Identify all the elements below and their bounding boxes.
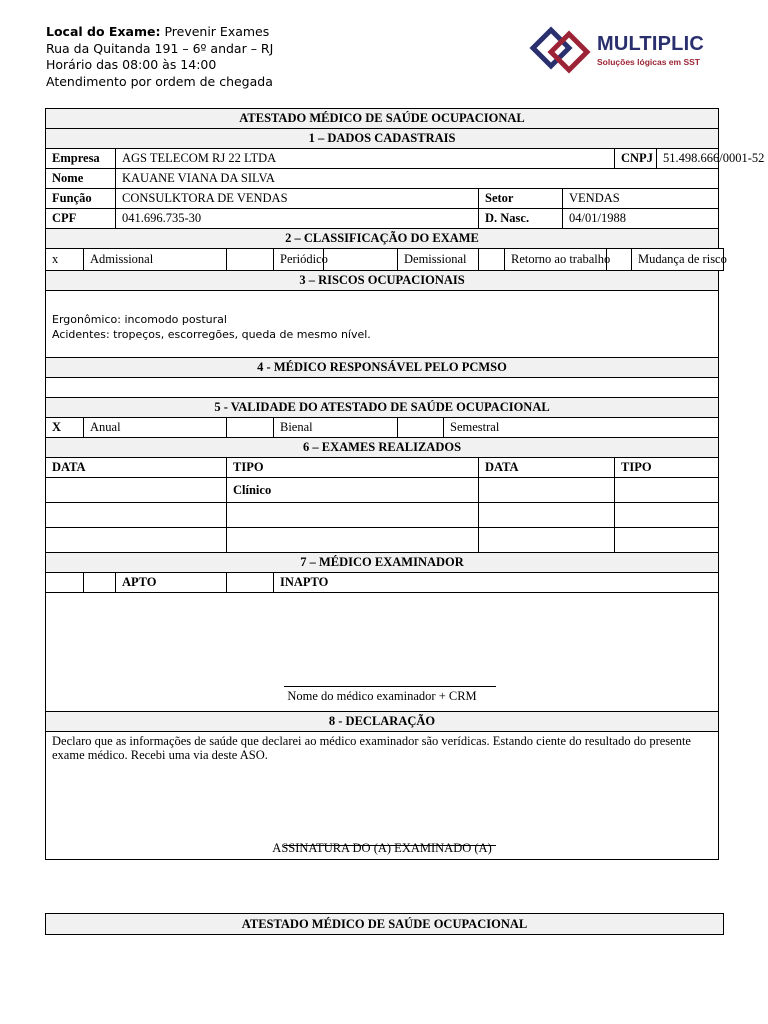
exams-row (46, 503, 724, 528)
exam-type-mudanca: Mudança de risco (632, 249, 724, 271)
multiplic-logo (531, 27, 711, 73)
hours-line: Horário das 08:00 às 14:00 (46, 57, 217, 72)
form-title: ATESTADO MÉDICO DE SAÚDE OCUPACIONAL (46, 109, 719, 129)
exam-location-line (46, 24, 273, 41)
row-nome (46, 169, 724, 189)
exam-date-cell[interactable] (46, 528, 227, 553)
section-2-title: 2 – CLASSIFICAÇÃO DO EXAME (46, 229, 719, 249)
row-cpf (46, 209, 724, 229)
row-empresa (46, 149, 724, 169)
exam-type-cell[interactable] (615, 528, 719, 553)
inapto-label: INAPTO (274, 573, 719, 593)
exams-header-data-1: DATA (46, 458, 227, 478)
exam-date-cell[interactable] (479, 503, 615, 528)
logo-name: MULTIPLIC (597, 33, 704, 55)
exam-type-checkbox-periodico[interactable] (227, 249, 274, 271)
exam-type-cell[interactable]: Clínico (227, 478, 479, 503)
examiner-signature-row (46, 593, 724, 712)
exam-type-demissional: Demissional (398, 249, 479, 271)
exam-location-header (46, 24, 273, 90)
cpf-label: CPF (46, 209, 116, 229)
cnpj-label: CNPJ (615, 149, 657, 169)
validity-anual: Anual (84, 418, 227, 438)
risks-cell (46, 291, 719, 358)
logo-tagline: Soluções lógicas em SST (597, 57, 700, 67)
section-1-title: 1 – DADOS CADASTRAIS (46, 129, 719, 149)
examiner-signature-line (284, 686, 496, 687)
exam-type-cell[interactable] (227, 503, 479, 528)
setor-label: Setor (479, 189, 563, 209)
section-4-title: 4 - MÉDICO RESPONSÁVEL PELO PCMSO (46, 358, 719, 378)
exams-header-tipo-1: TIPO (227, 458, 479, 478)
section-3-title: 3 – RISCOS OCUPACIONAIS (46, 271, 719, 291)
fitness-blank-cell (46, 573, 84, 593)
risks-row (46, 291, 724, 358)
empresa-value: AGS TELECOM RJ 22 LTDA (116, 149, 615, 169)
validity-semestral: Semestral (444, 418, 719, 438)
exam-type-row (46, 249, 724, 271)
declaration-cell (46, 732, 719, 860)
examinee-signature-caption: ASSINATURA DO (A) EXAMINADO (A) (272, 841, 492, 855)
exam-type-admissional: Admissional (84, 249, 227, 271)
nome-label: Nome (46, 169, 116, 189)
exams-header-data-2: DATA (479, 458, 615, 478)
apto-label: APTO (116, 573, 227, 593)
exam-type-cell[interactable] (227, 528, 479, 553)
exams-header-tipo-2: TIPO (615, 458, 719, 478)
exam-type-retorno: Retorno ao trabalho (505, 249, 607, 271)
exam-date-cell[interactable] (46, 503, 227, 528)
fitness-row (46, 573, 724, 593)
exam-date-cell[interactable] (479, 528, 615, 553)
exams-row (46, 478, 724, 503)
risk-accidents: Acidentes: tropeços, escorregões, queda de mesmo nível. (52, 328, 371, 341)
aso-form (45, 108, 765, 860)
examiner-signature-cell[interactable] (46, 593, 719, 712)
service-note: Atendimento por ordem de chegada (46, 73, 273, 89)
section-5-title: 5 - VALIDADE DO ATESTADO DE SAÚDE OCUPACIONAL (46, 398, 719, 418)
declaration-area (52, 732, 712, 859)
risk-ergonomic: Ergonômico: incomodo postural (52, 313, 227, 326)
exam-date-cell[interactable] (46, 478, 227, 503)
funcao-label: Função (46, 189, 116, 209)
exam-type-checkbox-demissional[interactable] (324, 249, 398, 271)
logo-mark-icon (531, 27, 595, 73)
section-7-title: 7 – MÉDICO EXAMINADOR (46, 553, 719, 573)
exam-type-checkbox-admissional[interactable]: x (46, 249, 84, 271)
empresa-label: Empresa (46, 149, 116, 169)
exam-type-cell[interactable] (615, 478, 719, 503)
address-line: Rua da Quitanda 191 – 6º andar – RJ (46, 40, 274, 56)
exams-row (46, 528, 724, 553)
apto-checkbox[interactable] (84, 573, 116, 593)
validity-checkbox-semestral[interactable] (398, 418, 444, 438)
validity-row (46, 418, 724, 438)
exam-location-value: Prevenir Exames (164, 24, 270, 39)
exams-header-row (46, 458, 724, 478)
exam-type-cell[interactable] (615, 503, 719, 528)
exam-location-label: Local do Exame: (46, 24, 161, 39)
declaration-text: Declaro que as informações de saúde que declarei ao médico examinador são verídicas. Estando ciente do resultado do presente exame médico. Recebi uma via deste ASO. (52, 734, 691, 762)
examiner-signature-area (46, 593, 718, 711)
cnpj-value: 51.498.666/0001-52 (657, 149, 719, 169)
row-funcao (46, 189, 724, 209)
validity-checkbox-bienal[interactable] (227, 418, 274, 438)
validity-checkbox-anual[interactable]: X (46, 418, 84, 438)
exam-type-periodico: Periódico (274, 249, 324, 271)
funcao-value: CONSULKTORA DE VENDAS (116, 189, 479, 209)
exam-type-checkbox-retorno[interactable] (479, 249, 505, 271)
validity-bienal: Bienal (274, 418, 398, 438)
exam-date-cell[interactable] (479, 478, 615, 503)
section-8-title: 8 - DECLARAÇÃO (46, 712, 719, 732)
section-6-title: 6 – EXAMES REALIZADOS (46, 438, 719, 458)
nasc-label: D. Nasc. (479, 209, 563, 229)
nasc-value: 04/01/1988 (563, 209, 719, 229)
cpf-value: 041.696.735-30 (116, 209, 479, 229)
second-form-title: ATESTADO MÉDICO DE SAÚDE OCUPACIONAL (46, 914, 724, 935)
inapto-checkbox[interactable] (227, 573, 274, 593)
setor-value: VENDAS (563, 189, 719, 209)
examiner-signature-caption: Nome do médico examinador + CRM (287, 689, 477, 703)
declaration-row (46, 732, 724, 860)
nome-value: KAUANE VIANA DA SILVA (116, 169, 719, 189)
pcmso-doctor-field[interactable] (46, 378, 719, 398)
aso-form-second (45, 913, 724, 935)
